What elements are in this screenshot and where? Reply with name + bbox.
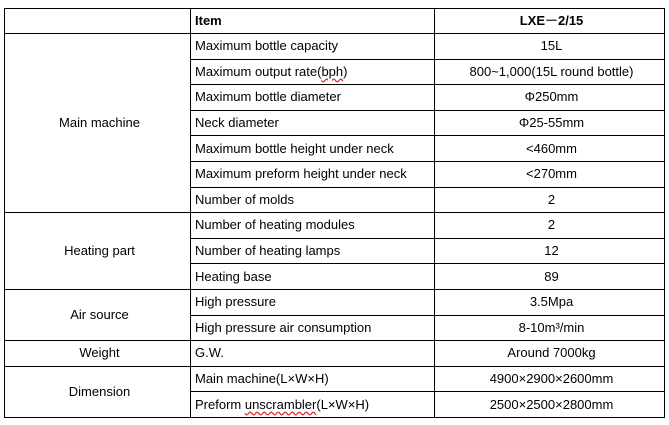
table-row [5,289,665,315]
row-value: <460mm [435,136,665,162]
row-value: <270mm [435,161,665,187]
row-item: Maximum bottle diameter [191,85,435,111]
spec-table [4,8,665,418]
row-item: Number of heating modules [191,213,435,239]
row-item: Maximum bottle height under neck [191,136,435,162]
table-row [5,213,665,239]
row-value: 12 [435,238,665,264]
row-value: 800~1,000(15L round bottle) [435,59,665,85]
row-value: Φ250mm [435,85,665,111]
table-row [5,341,665,367]
group-dimension: Dimension [5,366,191,417]
row-item: Maximum preform height under neck [191,161,435,187]
row-value: 15L [435,34,665,60]
row-value: 89 [435,264,665,290]
row-value: Φ25-55mm [435,110,665,136]
header-model: LXE－2/15 [435,9,665,34]
row-value: 2 [435,213,665,239]
row-value: 4900×2900×2600mm [435,366,665,392]
row-item: Maximum output rate(bph) [191,59,435,85]
table-header-row [5,9,665,34]
row-item: High pressure air consumption [191,315,435,341]
row-value: 8-10m³/min [435,315,665,341]
row-value: 2500×2500×2800mm [435,392,665,418]
header-item: Item [191,9,435,34]
row-item: Main machine(L×W×H) [191,366,435,392]
row-item: Neck diameter [191,110,435,136]
table-row [5,366,665,392]
group-main-machine: Main machine [5,34,191,213]
group-weight: Weight [5,341,191,367]
table-row [5,34,665,60]
row-item: G.W. [191,341,435,367]
row-item: High pressure [191,289,435,315]
row-item: Heating base [191,264,435,290]
group-air-source: Air source [5,289,191,340]
row-value: 2 [435,187,665,213]
header-group-cell [5,9,191,34]
row-item: Number of molds [191,187,435,213]
row-value: Around 7000kg [435,341,665,367]
row-item: Maximum bottle capacity [191,34,435,60]
group-heating-part: Heating part [5,213,191,290]
row-item: Number of heating lamps [191,238,435,264]
row-item: Preform unscrambler(L×W×H) [191,392,435,418]
row-value: 3.5Mpa [435,289,665,315]
